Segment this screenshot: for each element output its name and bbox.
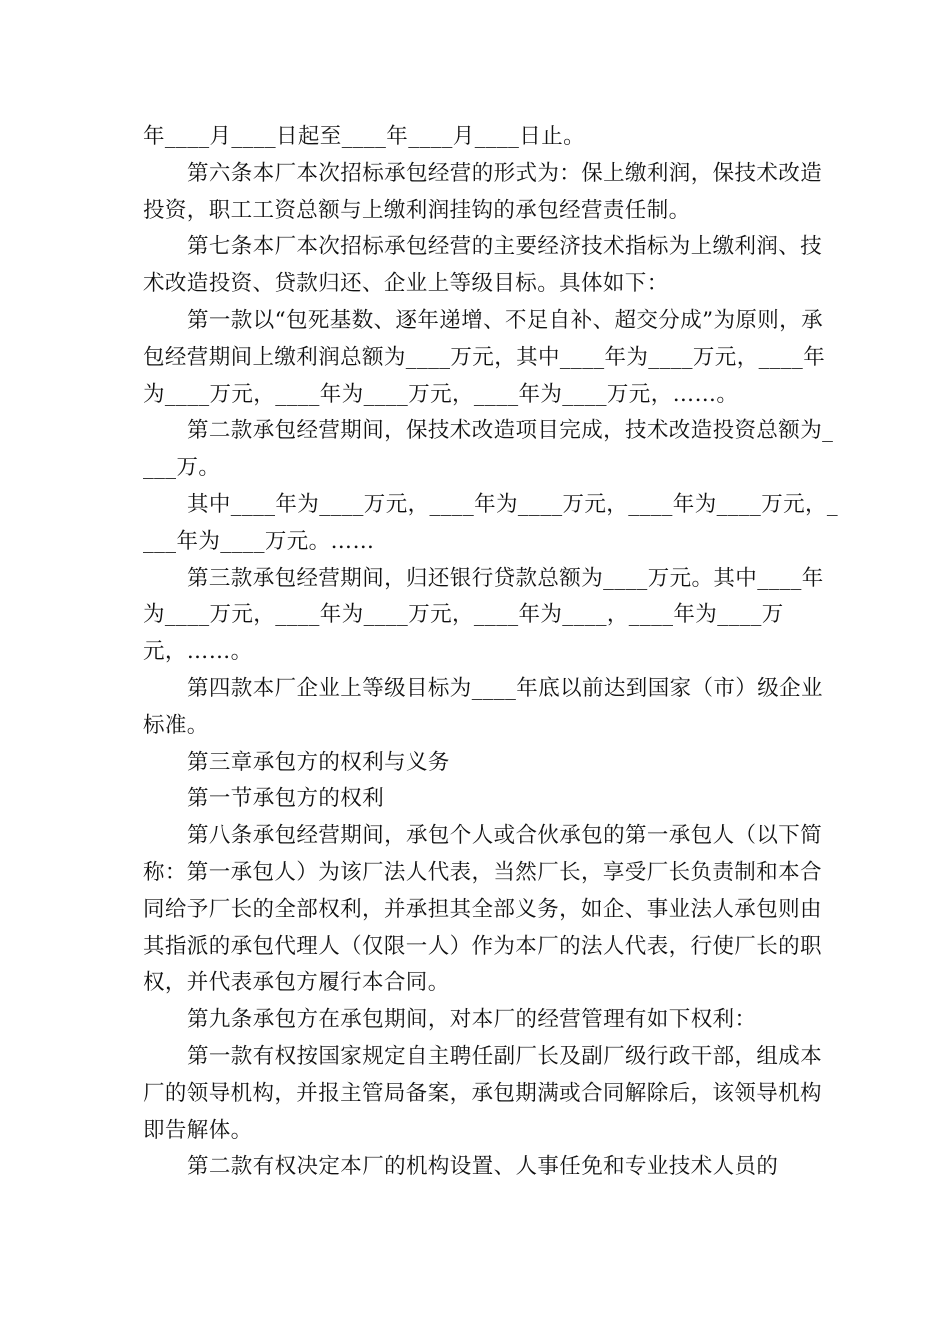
document-body <box>143 119 843 1186</box>
paragraph-clause-2-investment: 第二款承包经营期间，保技术改造项目完成，技术改造投资总额为____万。 <box>143 418 834 481</box>
paragraph-clause-4-grade: 第四款本厂企业上等级目标为____年底以前达到国家（市）级企业标准。 <box>143 675 823 738</box>
paragraph-article-9: 第九条承包方在承包期间，对本厂的经营管理有如下权利： <box>187 1007 757 1033</box>
paragraph-article-8: 第八条承包经营期间，承包个人或合伙承包的第一承包人（以下简称：第一承包人）为该厂法人代表，当然厂长，享受厂长负责制和本合同给予厂长的全部权利，并承担其全部义务，如企、事业法人承包则由其指派的承包代理人（仅限一人）作为本厂的法人代表，行使厂长的职权，并代表承包方履行本合同。 <box>143 823 823 996</box>
paragraph-article-9-clause-1: 第一款有权按国家规定自主聘任副厂长及副厂级行政干部，组成本厂的领导机构，并报主管局备案，承包期满或合同解除后，该领导机构即告解体。 <box>143 1043 823 1143</box>
paragraph-article-7: 第七条本厂本次招标承包经营的主要经济技术指标为上缴利润、技术改造投资、贷款归还、企业上等级目标。具体如下： <box>143 234 823 297</box>
paragraph-clause-2-breakdown: 其中____年为____万元，____年为____万元，____年为____万元，____年为____万元。…… <box>143 491 839 554</box>
paragraph-article-6: 第六条本厂本次招标承包经营的形式为：保上缴利润，保技术改造投资，职工工资总额与上缴利润挂钩的承包经营责任制。 <box>143 160 823 223</box>
paragraph-article-9-clause-2: 第二款有权决定本厂的机构设置、人事任免和专业技术人员的 <box>187 1154 779 1180</box>
section-heading-1: 第一节承包方的权利 <box>187 786 385 812</box>
paragraph-date-range: 年____月____日起至____年____月____日止。 <box>143 124 586 149</box>
chapter-heading-3: 第三章承包方的权利与义务 <box>187 749 450 775</box>
paragraph-clause-1-profit: 第一款以“包死基数、逐年递增、不足自补、超交分成”为原则，承包经营期间上缴利润总额为____万元，其中____年为____万元，____年为____万元，____年为____万元，____年为____万元，……。 <box>143 307 826 407</box>
paragraph-clause-3-loan: 第三款承包经营期间，归还银行贷款总额为____万元。其中____年为____万元，____年为____万元，____年为____，____年为____万元，……。 <box>143 565 824 665</box>
